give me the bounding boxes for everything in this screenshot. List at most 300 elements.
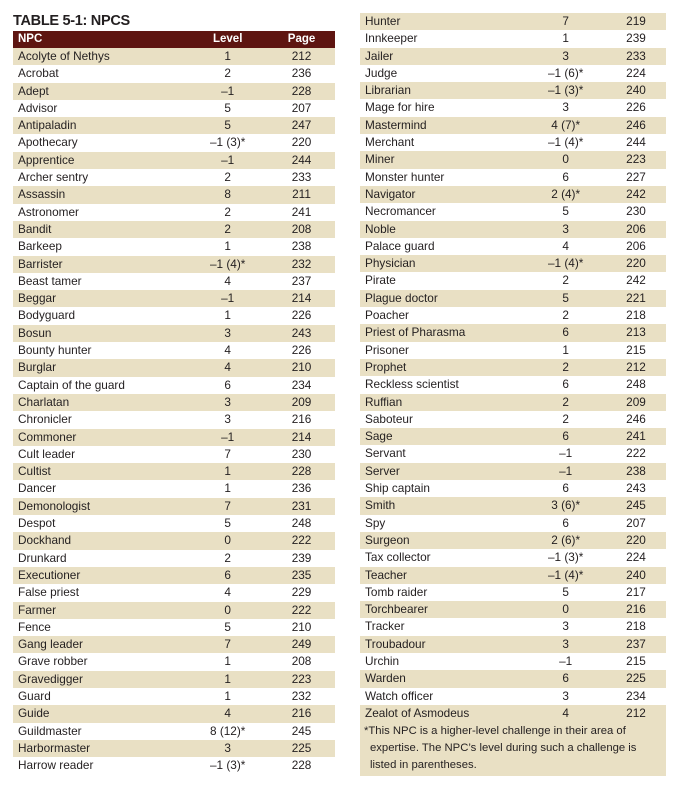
npc-page-cell: 226	[291, 343, 312, 358]
npc-level-cell: 2 (4)*	[551, 186, 581, 201]
table-row	[13, 134, 335, 151]
npc-name-cell: Teacher	[365, 567, 407, 582]
table-row	[13, 463, 335, 480]
npc-level-cell: 6	[562, 377, 569, 392]
npc-level-cell: 1	[224, 654, 231, 669]
npc-page-cell: 212	[291, 49, 312, 63]
npc-name-cell: Plague doctor	[365, 290, 438, 305]
npc-name-cell: Hunter	[365, 14, 401, 28]
npc-name-cell: Warden	[365, 671, 406, 686]
npc-name-cell: Beggar	[18, 291, 57, 306]
npc-page-cell: 210	[291, 619, 312, 634]
npc-name-cell: Torchbearer	[365, 602, 428, 617]
npc-name-cell: Dancer	[18, 481, 57, 496]
npc-level-cell: 2	[562, 273, 569, 288]
npc-page-cell: 209	[626, 394, 646, 409]
table-row	[13, 653, 335, 670]
npc-page-cell: 235	[291, 567, 312, 582]
table-row	[13, 619, 335, 636]
npc-page-cell: 244	[291, 152, 312, 167]
npc-name-cell: Apprentice	[18, 152, 75, 167]
npc-name-cell: Servant	[365, 446, 406, 461]
npc-name-cell: Harrow reader	[18, 758, 94, 773]
table-row	[13, 238, 335, 255]
npc-level-cell: 3	[562, 688, 569, 703]
npc-page-cell: 224	[626, 65, 646, 80]
npc-level-cell: 0	[562, 152, 569, 167]
npc-level-cell: 3	[562, 221, 569, 236]
table-row	[13, 394, 335, 411]
table-row	[13, 705, 335, 722]
npc-level-cell: –1	[221, 429, 235, 444]
table-row	[13, 532, 335, 549]
npc-page-cell: 230	[626, 204, 646, 219]
npc-page-cell: 239	[291, 550, 312, 565]
table-row	[360, 653, 666, 670]
npc-name-cell: Navigator	[365, 186, 416, 201]
table-row	[360, 601, 666, 618]
table-row	[13, 117, 335, 134]
npc-page-cell: 237	[291, 273, 312, 288]
left-rows	[13, 48, 335, 774]
npc-name-cell: Surgeon	[365, 532, 410, 547]
npc-page-cell: 248	[626, 377, 646, 392]
npc-level-cell: 1	[224, 49, 231, 63]
npc-name-cell: Burglar	[18, 360, 57, 375]
npc-page-cell: 229	[291, 585, 312, 600]
npc-level-cell: 6	[224, 377, 231, 392]
npc-page-cell: 216	[291, 706, 312, 721]
npc-name-cell: Urchin	[365, 653, 400, 668]
npc-name-cell: Acrobat	[18, 66, 59, 81]
npc-page-cell: 232	[291, 256, 312, 271]
npc-name-cell: Beast tamer	[18, 273, 82, 288]
npc-page-cell: 214	[291, 429, 312, 444]
npc-page-cell: 216	[291, 412, 312, 427]
table-row	[13, 221, 335, 238]
npc-name-cell: Commoner	[18, 429, 77, 444]
npc-page-cell: 222	[291, 533, 312, 548]
npc-name-cell: Watch officer	[365, 688, 434, 703]
table-row	[360, 670, 666, 687]
npc-level-cell: 3	[224, 325, 231, 340]
npc-page-cell: 210	[291, 360, 312, 375]
table-row	[360, 445, 666, 462]
npc-page-cell: 222	[626, 446, 646, 461]
npc-level-cell: 6	[562, 169, 569, 184]
npc-page-cell: 246	[626, 411, 646, 426]
npc-page-cell: 243	[626, 481, 646, 496]
npc-level-cell: 4	[224, 360, 231, 375]
npc-name-cell: Prophet	[365, 359, 407, 374]
table-row	[13, 273, 335, 290]
npc-level-cell: 4	[562, 238, 569, 253]
npc-name-cell: Mastermind	[365, 117, 427, 132]
npc-name-cell: Astronomer	[18, 204, 79, 219]
npc-page-cell: 238	[291, 239, 312, 254]
npc-name-cell: Drunkard	[18, 550, 67, 565]
table-row	[360, 688, 666, 705]
npc-page-cell: 222	[291, 602, 312, 617]
npc-level-cell: 1	[224, 308, 231, 323]
table-row	[13, 688, 335, 705]
npc-level-cell: 3	[562, 100, 569, 115]
table-row	[360, 428, 666, 445]
npc-level-cell: 4	[224, 706, 231, 721]
npc-name-cell: Guide	[18, 706, 50, 721]
npc-page-cell: 236	[291, 66, 312, 81]
npc-name-cell: Innkeeper	[365, 31, 418, 46]
table-row	[360, 515, 666, 532]
npc-level-cell: 5	[562, 204, 569, 219]
npc-level-cell: 3	[562, 619, 569, 634]
table-row	[360, 48, 666, 65]
npc-page-cell: 233	[626, 48, 646, 63]
npc-level-cell: 8	[224, 187, 231, 202]
npc-name-cell: Tracker	[365, 619, 405, 634]
npc-page-cell: 208	[291, 221, 312, 236]
npc-level-cell: –1	[221, 152, 235, 167]
table-row	[13, 377, 335, 394]
npc-page-cell: 223	[291, 671, 312, 686]
npc-name-cell: Librarian	[365, 83, 411, 98]
table-row	[13, 498, 335, 515]
table-row	[360, 549, 666, 566]
npc-level-cell: 1	[224, 671, 231, 686]
table-row	[360, 480, 666, 497]
npc-level-cell: 1	[224, 239, 231, 254]
npc-page-cell: 239	[626, 31, 646, 46]
table-row	[360, 411, 666, 428]
npc-page-cell: 245	[291, 723, 312, 738]
npc-page-cell: 232	[291, 688, 312, 703]
npc-name-cell: Judge	[365, 65, 398, 80]
table-row	[13, 342, 335, 359]
table-row	[360, 117, 666, 134]
npc-level-cell: 0	[224, 602, 231, 617]
npc-name-cell: Assassin	[18, 187, 66, 202]
npc-level-cell: –1 (4)*	[547, 135, 584, 150]
table-row	[13, 65, 335, 82]
table-row	[360, 394, 666, 411]
table-row	[13, 186, 335, 203]
table-row	[360, 324, 666, 341]
header-level: Level	[212, 33, 243, 45]
npc-page-cell: 220	[291, 135, 312, 150]
npc-page-cell: 220	[626, 256, 646, 271]
npc-name-cell: Bodyguard	[18, 308, 76, 323]
npc-page-cell: 245	[626, 498, 646, 513]
npc-level-cell: 4	[562, 705, 569, 720]
npc-level-cell: –1	[221, 291, 235, 306]
npc-page-cell: 225	[291, 740, 312, 755]
npc-name-cell: Advisor	[18, 100, 58, 115]
npc-name-cell: Miner	[365, 152, 395, 167]
npc-name-cell: Captain of the guard	[18, 377, 125, 392]
npc-name-cell: Server	[365, 463, 400, 478]
npc-name-cell: Bandit	[18, 221, 52, 236]
npc-name-cell: Spy	[365, 515, 386, 530]
npc-page-cell: 219	[626, 14, 646, 28]
header-npc: NPC	[18, 33, 43, 45]
npc-name-cell: Priest of Pharasma	[365, 325, 466, 340]
npc-page-cell: 241	[291, 204, 312, 219]
npc-level-cell: 4 (7)*	[551, 117, 581, 132]
npc-page-cell: 240	[626, 83, 646, 98]
npc-name-cell: Grave robber	[18, 654, 88, 669]
npc-page-cell: 228	[291, 83, 312, 98]
table-row	[360, 342, 666, 359]
table-row	[360, 30, 666, 47]
npc-name-cell: Gravedigger	[18, 671, 83, 686]
table-row	[13, 584, 335, 601]
npc-level-cell: 3	[224, 740, 231, 755]
npc-page-cell: 233	[291, 170, 312, 185]
table-row	[13, 325, 335, 342]
npc-name-cell: Apothecary	[18, 135, 78, 150]
npc-level-cell: 2	[224, 204, 231, 219]
npc-page-cell: 243	[291, 325, 312, 340]
npc-level-cell: 2	[224, 221, 231, 236]
npc-page-cell: 241	[626, 429, 646, 444]
npc-level-cell: 6	[562, 325, 569, 340]
npc-page-cell: 215	[626, 342, 646, 357]
npc-level-cell: 2	[562, 359, 569, 374]
npc-name-cell: Palace guard	[365, 238, 435, 253]
npc-level-cell: 1	[224, 688, 231, 703]
table-footnote: *This NPC is a higher-level challenge in their area of expertise. The NPC’s level during such a challenge is listed in parentheses.	[360, 722, 666, 776]
npc-page-cell: 238	[626, 463, 646, 478]
table-row	[360, 151, 666, 168]
npc-page-cell: 240	[626, 567, 646, 582]
npc-name-cell: Poacher	[365, 308, 409, 323]
npc-page-cell: 248	[291, 516, 312, 531]
table-row	[360, 567, 666, 584]
table-row	[360, 186, 666, 203]
table-row	[13, 602, 335, 619]
table-row	[360, 65, 666, 82]
table-row	[13, 740, 335, 757]
npc-name-cell: Despot	[18, 516, 56, 531]
npc-level-cell: 8 (12)*	[209, 723, 246, 738]
npc-name-cell: Saboteur	[365, 411, 413, 426]
npc-level-cell: 5	[562, 584, 569, 599]
npc-name-cell: Necromancer	[365, 204, 436, 219]
npc-level-cell: 7	[224, 446, 231, 461]
npc-level-cell: –1 (3)*	[547, 83, 584, 98]
table-row	[13, 48, 335, 65]
npc-level-cell: 6	[562, 515, 569, 530]
table-row	[360, 82, 666, 99]
npc-level-cell: 4	[224, 585, 231, 600]
table-row	[360, 255, 666, 272]
table-row	[13, 83, 335, 100]
table-row	[360, 705, 666, 722]
table-row	[360, 169, 666, 186]
npc-level-cell: 2	[562, 308, 569, 323]
npc-name-cell: Farmer	[18, 602, 57, 617]
npc-name-cell: Noble	[365, 221, 396, 236]
npc-level-cell: –1	[559, 463, 573, 478]
npc-level-cell: 1	[562, 31, 569, 46]
npc-name-cell: Ship captain	[365, 481, 430, 496]
table-row	[360, 618, 666, 635]
table-row	[13, 169, 335, 186]
npc-page-cell: 227	[626, 169, 646, 184]
npc-name-cell: Jailer	[365, 48, 394, 63]
table-row	[360, 290, 666, 307]
npc-name-cell: Physician	[365, 256, 416, 271]
npc-page-cell: 226	[626, 100, 646, 115]
npc-page-cell: 242	[626, 273, 646, 288]
npc-page-cell: 236	[291, 481, 312, 496]
table-row	[360, 99, 666, 116]
table-row	[13, 411, 335, 428]
table-right-column	[360, 0, 666, 776]
npc-name-cell: Troubadour	[365, 636, 426, 651]
npc-name-cell: Antipaladin	[18, 118, 77, 133]
npc-level-cell: 4	[224, 343, 231, 358]
npc-page-cell: 212	[626, 705, 646, 720]
npc-page-cell: 207	[626, 515, 646, 530]
table-row	[13, 515, 335, 532]
right-rows	[360, 13, 666, 722]
npc-level-cell: –1 (4)*	[547, 256, 584, 271]
npc-name-cell: Mage for hire	[365, 100, 435, 115]
table-row	[360, 272, 666, 289]
table-row	[13, 429, 335, 446]
npc-page-cell: 242	[626, 186, 646, 201]
table-title: TABLE 5-1: NPCS	[13, 13, 130, 29]
npc-level-cell: 2 (6)*	[551, 532, 581, 547]
npc-level-cell: 3	[224, 394, 231, 409]
npc-name-cell: Dockhand	[18, 533, 72, 548]
npc-level-cell: 3	[224, 412, 231, 427]
npc-level-cell: 0	[224, 533, 231, 548]
npc-name-cell: Chronicler	[18, 412, 72, 427]
npc-name-cell: Barrister	[18, 256, 63, 271]
npc-level-cell: 5	[224, 619, 231, 634]
table-row	[360, 134, 666, 151]
npc-page-cell: 231	[291, 498, 312, 513]
npc-page-cell: 213	[626, 325, 646, 340]
table-row	[13, 671, 335, 688]
npc-page-cell: 221	[626, 290, 646, 305]
npc-name-cell: Monster hunter	[365, 169, 445, 184]
npc-page-cell: 208	[291, 654, 312, 669]
table-row	[13, 256, 335, 273]
npc-level-cell: 2	[224, 550, 231, 565]
npc-name-cell: Executioner	[18, 567, 81, 582]
npc-name-cell: Demonologist	[18, 498, 91, 513]
npc-level-cell: 7	[224, 498, 231, 513]
npc-level-cell: 5	[224, 100, 231, 115]
npc-page-cell: 217	[626, 584, 646, 599]
npc-level-cell: 6	[562, 671, 569, 686]
npc-name-cell: Acolyte of Nethys	[18, 49, 110, 63]
npc-name-cell: Barkeep	[18, 239, 62, 254]
npc-name-cell: Guildmaster	[18, 723, 82, 738]
table-row	[360, 359, 666, 376]
table-row	[360, 203, 666, 220]
npc-level-cell: 2	[224, 170, 231, 185]
npc-name-cell: Reckless scientist	[365, 377, 459, 392]
npc-page-cell: 230	[291, 446, 312, 461]
table-row	[13, 359, 335, 376]
table-row	[360, 307, 666, 324]
npc-level-cell: 6	[562, 481, 569, 496]
npc-name-cell: Smith	[365, 498, 396, 513]
npc-name-cell: Gang leader	[18, 637, 83, 652]
npc-level-cell: 2	[224, 66, 231, 81]
npc-page-cell: 206	[626, 221, 646, 236]
npc-level-cell: –1 (4)*	[547, 567, 584, 582]
npc-level-cell: –1 (3)*	[209, 758, 246, 773]
npc-page-cell: 215	[626, 653, 646, 668]
table-header-row	[13, 31, 335, 48]
npc-page-cell: 228	[291, 464, 312, 479]
npc-name-cell: Pirate	[365, 273, 396, 288]
table-row	[13, 567, 335, 584]
npc-page-cell: 224	[626, 550, 646, 565]
npc-page-cell: 226	[291, 308, 312, 323]
table-row	[360, 584, 666, 601]
npc-page-cell: 211	[292, 187, 311, 202]
npc-name-cell: Tomb raider	[365, 584, 428, 599]
npc-level-cell: 2	[562, 394, 569, 409]
npc-level-cell: 4	[224, 273, 231, 288]
npc-page-cell: 220	[626, 532, 646, 547]
npc-level-cell: 0	[562, 602, 569, 617]
npc-name-cell: Adept	[18, 83, 49, 98]
npc-name-cell: Bosun	[18, 325, 52, 340]
npc-page-cell: 206	[626, 238, 646, 253]
npc-page-cell: 209	[291, 394, 312, 409]
npc-level-cell: –1	[559, 446, 573, 461]
npc-name-cell: Archer sentry	[18, 170, 89, 185]
npc-level-cell: –1 (3)*	[209, 135, 246, 150]
table-row	[360, 497, 666, 514]
npc-level-cell: 5	[224, 118, 231, 133]
npc-name-cell: Fence	[18, 619, 51, 634]
npc-name-cell: Guard	[18, 688, 51, 703]
table-row	[360, 463, 666, 480]
npc-level-cell: 3 (6)*	[551, 498, 581, 513]
npc-level-cell: 3	[562, 48, 569, 63]
table-row	[360, 221, 666, 238]
table-row	[13, 204, 335, 221]
npc-level-cell: 1	[562, 342, 569, 357]
npc-level-cell: 1	[224, 481, 231, 496]
table-row	[13, 723, 335, 740]
npc-level-cell: –1	[559, 653, 573, 668]
table-row	[13, 480, 335, 497]
npc-level-cell: 7	[562, 14, 569, 28]
table-row	[13, 550, 335, 567]
npc-page-cell: 237	[626, 636, 646, 651]
npc-level-cell: 5	[562, 290, 569, 305]
npc-page-cell: 218	[626, 308, 646, 323]
table-row	[360, 13, 666, 30]
npc-level-cell: 5	[224, 516, 231, 531]
npc-page-cell: 244	[626, 135, 646, 150]
table-row	[13, 757, 335, 774]
npc-page-cell: 216	[626, 602, 646, 617]
npc-page-cell: 228	[291, 758, 312, 773]
npc-name-cell: Harbormaster	[18, 740, 91, 755]
npc-name-cell: Cult leader	[18, 446, 76, 461]
table-row	[360, 532, 666, 549]
